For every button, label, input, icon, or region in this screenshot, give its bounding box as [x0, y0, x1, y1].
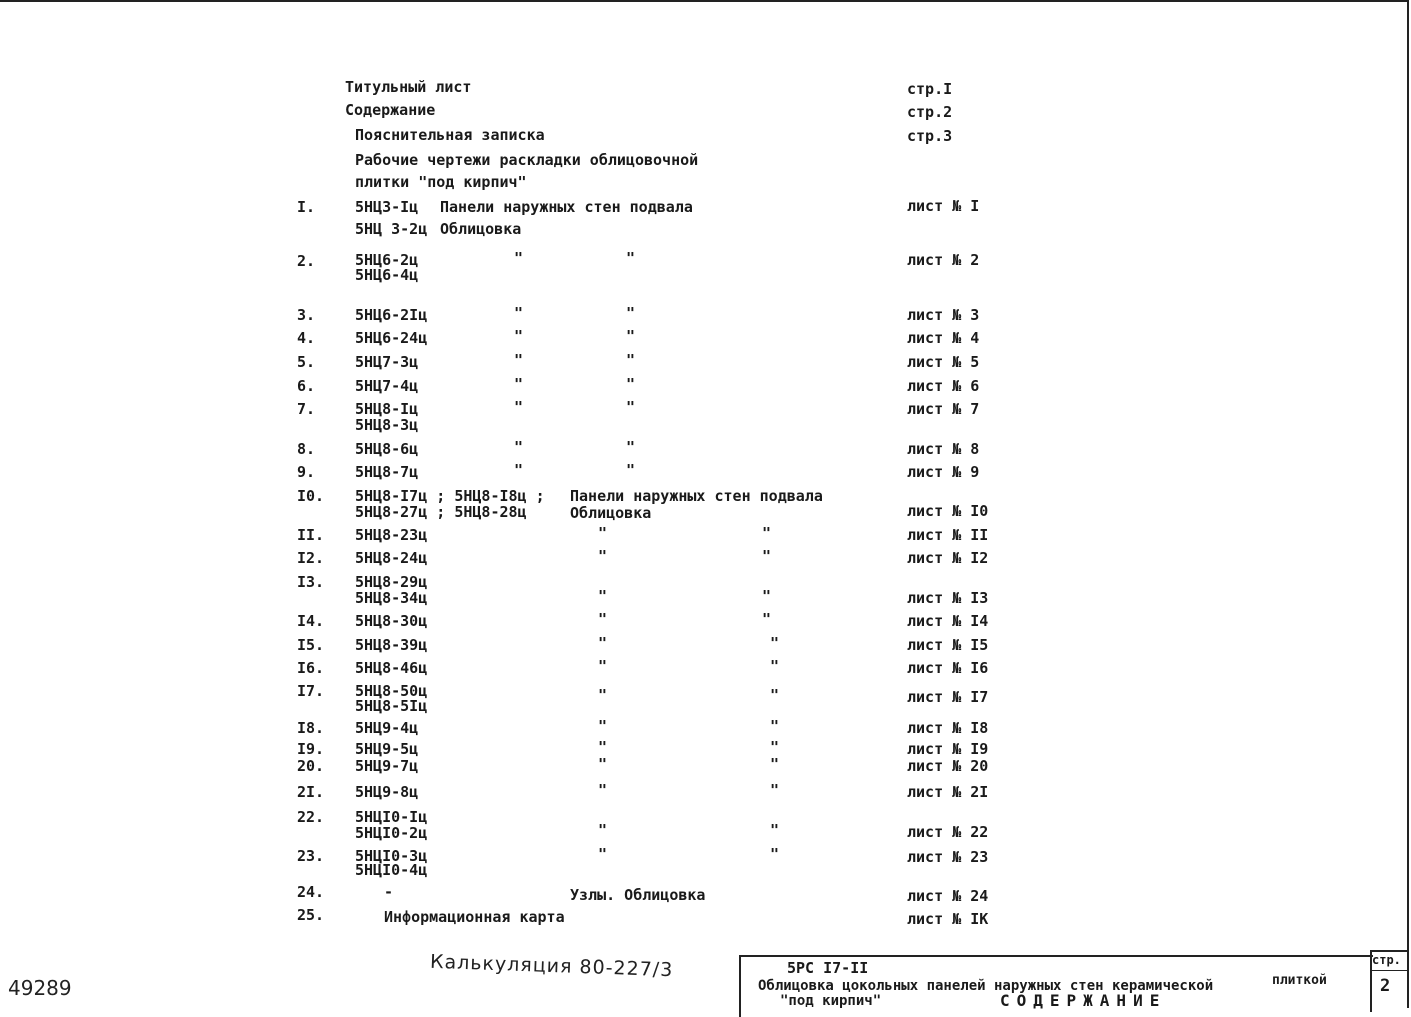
row-code: 5НЦ9-5ц	[355, 740, 419, 758]
ditto-mark: "	[598, 755, 608, 773]
ditto-mark: "	[770, 821, 780, 839]
row-description-secondary: Облицовка	[570, 504, 652, 522]
handwritten-inventory-number: 49289	[8, 976, 72, 1000]
row-number: I0.	[297, 487, 325, 505]
ditto-mark: "	[514, 249, 524, 267]
row-code: 5НЦ9-7ц	[355, 757, 419, 775]
row-sheet-ref: лист № I0	[907, 502, 989, 520]
title-block-code: 5РС I7-II	[787, 959, 869, 977]
ditto-mark: "	[770, 755, 780, 773]
section-heading-line1: Рабочие чертежи раскладки облицовочной	[355, 151, 699, 169]
row-sheet-ref: лист № 8	[907, 440, 980, 458]
row-description-secondary: Облицовка	[440, 220, 522, 238]
row-sheet-ref: лист № 7	[907, 400, 980, 418]
ditto-mark: "	[514, 375, 524, 393]
row-sheet-ref: лист № II	[907, 526, 989, 544]
row-sheet-ref: лист № 2I	[907, 783, 989, 801]
ditto-mark: "	[770, 781, 780, 799]
row-number: 6.	[297, 377, 316, 395]
ditto-mark: "	[762, 547, 772, 565]
row-code: 5НЦ7-3ц	[355, 353, 419, 371]
row-number: 7.	[297, 400, 316, 418]
row-description: Панели наружных стен подвала	[570, 487, 823, 505]
row-sheet-ref: лист № I4	[907, 612, 989, 630]
row-number: I4.	[297, 612, 325, 630]
ditto-mark: "	[598, 821, 608, 839]
row-code: 5НЦ9-4ц	[355, 719, 419, 737]
ditto-mark: "	[626, 327, 636, 345]
ditto-mark: "	[598, 717, 608, 735]
row-sheet-ref: лист № I9	[907, 740, 989, 758]
row-sheet-ref: лист № 5	[907, 353, 980, 371]
toc-explanatory-note: Пояснительная записка	[355, 126, 545, 144]
row-code: 5НЦ8-29ц	[355, 573, 428, 591]
ditto-mark: "	[770, 845, 780, 863]
row-number: I5.	[297, 636, 325, 654]
row-code: 5НЦ6-2Iц	[355, 306, 428, 324]
ditto-mark: "	[762, 610, 772, 628]
row-code: 5НЦ8-23ц	[355, 526, 428, 544]
row-number: I.	[297, 198, 316, 216]
row-sheet-ref: лист № I7	[907, 688, 989, 706]
page-number: 2	[1380, 976, 1391, 996]
ditto-mark: "	[770, 634, 780, 652]
row-sheet-ref: лист № 2	[907, 251, 980, 269]
row-sheet-ref: лист № 24	[907, 887, 989, 905]
row-number: II.	[297, 526, 325, 544]
row-number: 3.	[297, 306, 316, 324]
ditto-mark: "	[598, 587, 608, 605]
page-label: стр.	[1372, 953, 1401, 967]
ditto-mark: "	[514, 398, 524, 416]
row-sheet-ref: лист № I8	[907, 719, 989, 737]
row-code-secondary: 5НЦI0-2ц	[355, 824, 428, 842]
ditto-mark: "	[770, 717, 780, 735]
row-number: I3.	[297, 573, 325, 591]
row-sheet-ref: лист № I	[907, 197, 980, 215]
row-code-secondary: 5НЦ8-34ц	[355, 589, 428, 607]
ditto-mark: "	[626, 351, 636, 369]
row-number: 24.	[297, 883, 325, 901]
title-block-document-title: СОДЕРЖАНИЕ	[1000, 991, 1167, 1010]
row-number: 25.	[297, 906, 325, 924]
row-code-secondary: 5НЦ6-4ц	[355, 266, 419, 284]
row-code: -	[384, 883, 394, 901]
row-code-secondary: 5НЦ8-3ц	[355, 416, 419, 434]
ditto-mark: "	[598, 738, 608, 756]
toc-explanatory-note-ref: стр.3	[907, 127, 953, 145]
row-sheet-ref: лист № 22	[907, 823, 989, 841]
ditto-mark: "	[514, 327, 524, 345]
row-code-secondary: 5НЦ 3-2ц	[355, 220, 428, 238]
ditto-mark: "	[598, 524, 608, 542]
row-code: 5НЦ8-46ц	[355, 659, 428, 677]
row-sheet-ref: лист № 3	[907, 306, 980, 324]
row-code-secondary: 5НЦ8-5Iц	[355, 697, 428, 715]
row-code: 5НЦ8-39ц	[355, 636, 428, 654]
ditto-mark: "	[514, 461, 524, 479]
row-sheet-ref: лист № 4	[907, 329, 980, 347]
ditto-mark: "	[626, 398, 636, 416]
row-number: I9.	[297, 740, 325, 758]
ditto-mark: "	[598, 610, 608, 628]
row-sheet-ref: лист № IК	[907, 910, 989, 928]
toc-title-sheet: Титульный лист	[345, 78, 472, 96]
toc-contents-ref: стр.2	[907, 103, 953, 121]
row-number: 8.	[297, 440, 316, 458]
toc-contents: Содержание	[345, 101, 436, 119]
ditto-mark: "	[598, 845, 608, 863]
row-number: 20.	[297, 757, 325, 775]
row-number: 22.	[297, 808, 325, 826]
title-block-description-end: плиткой	[1272, 973, 1327, 988]
row-sheet-ref: лист № 6	[907, 377, 980, 395]
ditto-mark: "	[598, 634, 608, 652]
row-code: 5НЦ8-7ц	[355, 463, 419, 481]
ditto-mark: "	[514, 351, 524, 369]
ditto-mark: "	[762, 587, 772, 605]
row-sheet-ref: лист № 9	[907, 463, 980, 481]
toc-title-sheet-ref: стр.I	[907, 80, 953, 98]
row-code: 5НЦ9-8ц	[355, 783, 419, 801]
ditto-mark: "	[598, 547, 608, 565]
row-description: Информационная карта	[384, 908, 565, 926]
row-sheet-ref: лист № 23	[907, 848, 989, 866]
row-description: Узлы. Облицовка	[570, 886, 706, 904]
row-code-secondary: 5НЦI0-4ц	[355, 861, 428, 879]
row-code: 5НЦ8-30ц	[355, 612, 428, 630]
row-number: 23.	[297, 847, 325, 865]
ditto-mark: "	[598, 781, 608, 799]
ditto-mark: "	[598, 686, 608, 704]
row-number: I2.	[297, 549, 325, 567]
handwritten-calculation-note: Калькуляция 80-227/3	[429, 950, 674, 982]
ditto-mark: "	[626, 461, 636, 479]
title-block-description: Облицовка цокольных панелей наружных стен керамической	[758, 978, 1214, 994]
row-code: 5НЦI0-3ц	[355, 847, 428, 865]
row-number: 2I.	[297, 783, 325, 801]
ditto-mark: "	[514, 438, 524, 456]
row-number: 9.	[297, 463, 316, 481]
ditto-mark: "	[770, 657, 780, 675]
row-code: 5НЦ3-Iц	[355, 198, 419, 216]
ditto-mark: "	[770, 686, 780, 704]
row-sheet-ref: лист № I5	[907, 636, 989, 654]
row-sheet-ref: лист № I6	[907, 659, 989, 677]
ditto-mark: "	[514, 304, 524, 322]
row-number: 2.	[297, 252, 316, 270]
title-block-description-line2: "под кирпич"	[780, 993, 882, 1009]
row-code: 5НЦ8-I7ц ; 5НЦ8-I8ц ;	[355, 487, 545, 505]
row-number: I8.	[297, 719, 325, 737]
row-sheet-ref: лист № I3	[907, 589, 989, 607]
ditto-mark: "	[762, 524, 772, 542]
row-sheet-ref: лист № 20	[907, 757, 989, 775]
ditto-mark: "	[626, 375, 636, 393]
ditto-mark: "	[626, 304, 636, 322]
ditto-mark: "	[626, 249, 636, 267]
row-code: 5НЦI0-Iц	[355, 808, 428, 826]
ditto-mark: "	[770, 738, 780, 756]
row-code: 5НЦ8-50ц	[355, 682, 428, 700]
row-number: I6.	[297, 659, 325, 677]
row-code: 5НЦ8-24ц	[355, 549, 428, 567]
row-number: I7.	[297, 682, 325, 700]
row-sheet-ref: лист № I2	[907, 549, 989, 567]
row-number: 4.	[297, 329, 316, 347]
row-code: 5НЦ8-Iц	[355, 400, 419, 418]
row-description: Панели наружных стен подвала	[440, 198, 693, 216]
ditto-mark: "	[626, 438, 636, 456]
row-number: 5.	[297, 353, 316, 371]
row-code: 5НЦ6-24ц	[355, 329, 428, 347]
ditto-mark: "	[598, 657, 608, 675]
row-code: 5НЦ8-6ц	[355, 440, 419, 458]
row-code: 5НЦ6-2ц	[355, 251, 419, 269]
row-code-secondary: 5НЦ8-27ц ; 5НЦ8-28ц	[355, 503, 527, 521]
section-heading-line2: плитки "под кирпич"	[355, 173, 527, 191]
row-code: 5НЦ7-4ц	[355, 377, 419, 395]
